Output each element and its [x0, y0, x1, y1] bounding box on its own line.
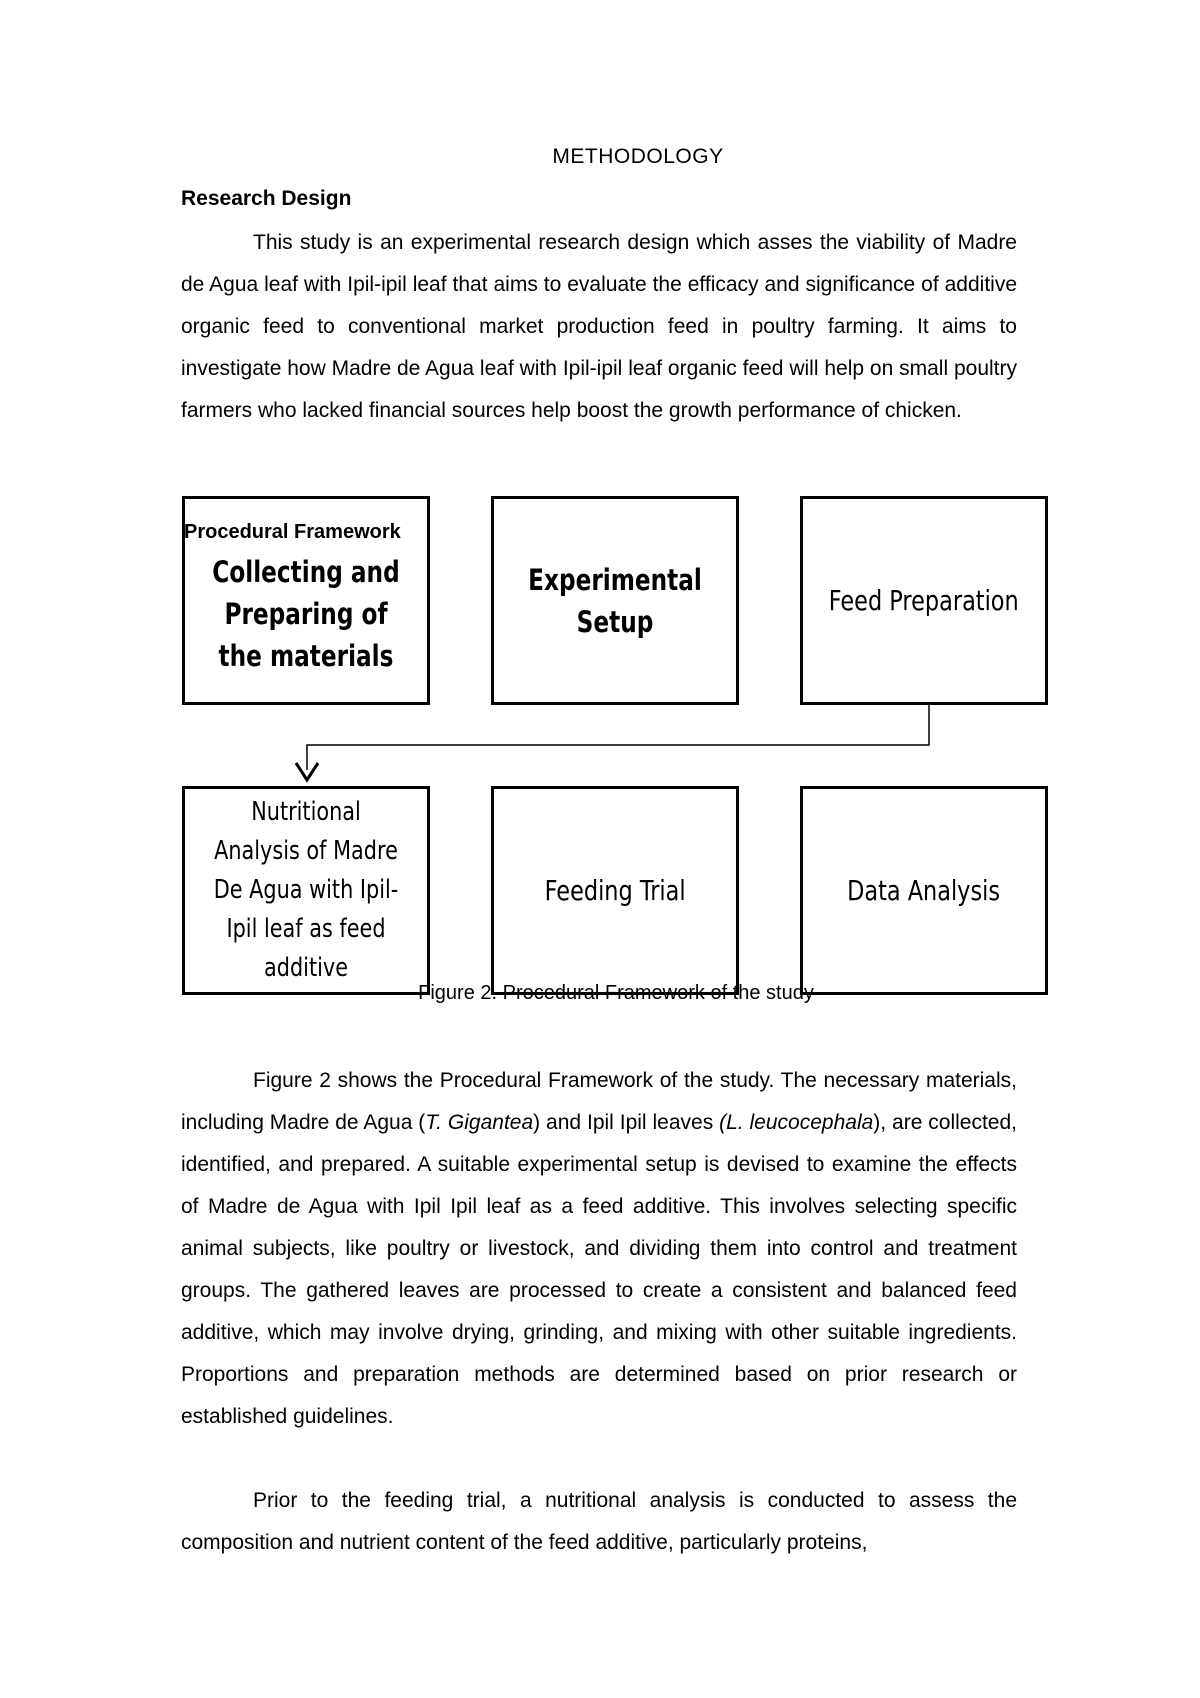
paragraph-text: This study is an experimental research design which asses the viability of Madre de Agua leaf with Ipil-ipil leaf that aims to evaluate the efficacy and significance of additive organic feed to conventional market production feed in poultry farming. It aims to investigate how Madre de Agua leaf with Ipil-ipil leaf organic feed will help on small poultry farmers who lacked financial sources help boost the growth performance of chicken.	[181, 231, 1017, 422]
paragraph-text: Prior to the feeding trial, a nutritional analysis is conducted to assess the composition and nutrient content of the feed additive, particularly proteins,	[181, 1489, 1017, 1554]
step-nutritional-analysis	[182, 786, 430, 995]
figure-caption: Figure 2. Procedural Framework of the study	[418, 982, 814, 1004]
paragraph-text: ) and Ipil Ipil leaves	[533, 1111, 720, 1134]
framework-description-paragraph	[181, 1060, 1017, 1438]
nutritional-analysis-paragraph	[181, 1480, 1017, 1564]
step-label: Experimental Setup	[528, 562, 702, 639]
step-experimental-setup	[491, 496, 739, 705]
page-title: METHODOLOGY	[552, 145, 724, 168]
paragraph-text: ), are collected, identified, and prepared. A suitable experimental setup is devised to examine the effects of Madre de Agua with Ipil Ipil leaf as a feed additive. This involves selecting specific animal subjects, like poultry or livestock, and dividing them into control and treatment groups. The gathered leaves are processed to create a consistent and balanced feed additive, which may involve drying, grinding, and mixing with other suitable ingredients. Proportions and preparation methods are determined based on prior research or established guidelines.	[181, 1111, 1017, 1428]
step-data-analysis	[800, 786, 1048, 995]
species-name: T. Gigantea	[425, 1111, 534, 1134]
step-feeding-trial	[491, 786, 739, 995]
species-name: (L. leucocephala	[719, 1111, 874, 1134]
step-label: Collecting and Preparing of the materials	[212, 554, 400, 673]
step-label: Data Analysis	[847, 874, 1001, 907]
section-heading: Research Design	[181, 187, 352, 210]
step-label: Nutritional Analysis of Madre De Agua with Ipil-Ipil leaf as feed additive	[213, 797, 399, 983]
step-feed-preparation	[800, 496, 1048, 705]
step-label: Feed Preparation	[829, 584, 1019, 617]
paragraph-text: Figure 2 shows the Procedural Framework of the study. The necessary materials, including Madre de Agua (	[181, 1069, 1017, 1134]
framework-label: Procedural Framework	[184, 521, 401, 543]
step-label: Feeding Trial	[544, 874, 686, 907]
